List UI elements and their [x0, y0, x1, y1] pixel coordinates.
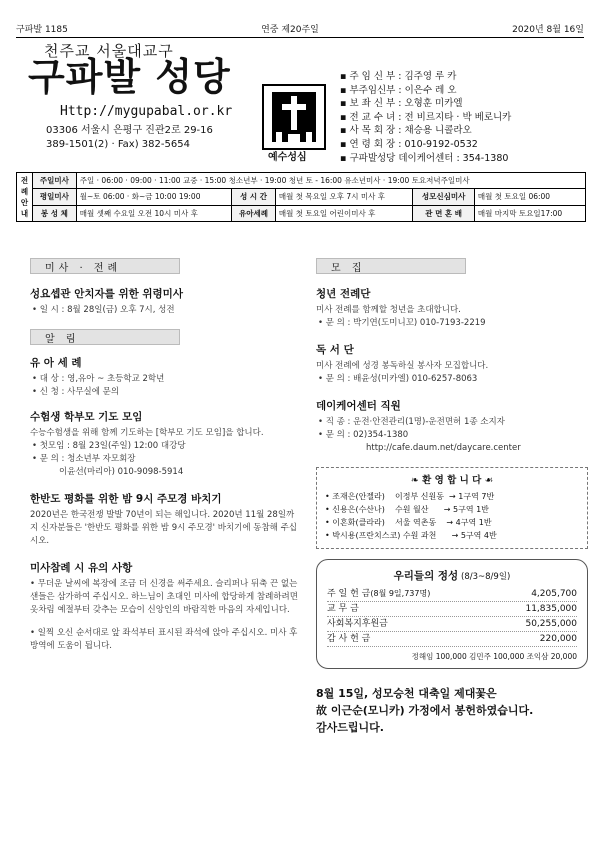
welcome-header: [325, 474, 579, 487]
logo-caption: 예수성심: [268, 152, 307, 163]
staff-item: ▪ 전 교 수 녀 : 전 비르지타 · 박 베로니카: [340, 111, 512, 123]
welcome-box: [316, 467, 588, 549]
mass-caution-text: • 무더운 날씨에 복장에 조금 더 신경을 써주세요. 슬리퍼나 뒤축 끈 없는 샌들은 삼가하여 주십시오. 하느님이 초대인 미사에 합당하게 참례하려면 옷차림 예절부터 갖추는 모습이 신앙인의 바람직한 마음의 자세입니다.: [30, 579, 298, 615]
peace-prayer-text: 2020년은 한국전쟁 발발 70년이 되는 해입니다. 2020년 11월 28일까지 신자분들은 '한반도 평화를 위한 밤 9시 주모경' 바치기에 동참해 주십시오.: [30, 510, 298, 546]
sacred-heart-logo: [262, 84, 326, 150]
schedule-value: 월~토 06:00 · 화~금 10:00 19:00: [76, 189, 231, 205]
mass-caution-text: • 일찍 오신 순서대로 앞 좌석부터 표시된 좌석에 앉아 주십시오. 미사 후 방역에 도움이 됩니다.: [30, 628, 298, 651]
offering-row: 감 사 헌 금 220,000: [327, 632, 577, 647]
schedule-value: 매월 첫 목요일 오후 7시 미사 후: [275, 189, 413, 205]
liturgical-season: 연중 제20주일: [261, 25, 319, 35]
bulletin-date: 2020년 8월 16일: [512, 25, 584, 35]
daycare-item: • 문 의 : 02)354-1380: [318, 430, 409, 440]
offering-row: 사회복지후원금 50,255,000: [327, 617, 577, 632]
schedule-value: 매월 첫 토요일 06:00: [474, 189, 585, 205]
parish-address: 03306 서울시 은평구 진관2로 29-16: [46, 125, 213, 136]
section-header-recruit: 모 집: [316, 258, 466, 274]
schedule-label: 관 면 혼 배: [413, 205, 474, 221]
right-column: [316, 258, 588, 736]
schedule-label: 유아세례: [232, 205, 276, 221]
daycare-staff-title: 데이케어센터 직원: [316, 400, 401, 412]
baptism-item: • 대 상 : 영,유아 ~ 초등학교 2학년: [32, 374, 165, 384]
schedule-label: 성모신심미사: [413, 189, 474, 205]
altar-flower-notice: 8월 15일, 성모승천 대축일 제대꽃은 故 이근순(모니카) 가정에서 봉헌하였습니다. 감사드립니다.: [316, 687, 534, 734]
schedule-label: 봉 성 체: [33, 205, 77, 221]
offering-title: 우리들의 정성: [393, 570, 459, 582]
schedule-label: 성 시 간: [232, 189, 276, 205]
reader-group-text: 미사 전례에 성경 봉독하실 봉사자 모집합니다.: [316, 361, 489, 371]
reader-group-title: 독 서 단: [316, 344, 354, 356]
schedule-label: 주일미사: [33, 173, 77, 189]
mass-item: • 일 시 : 8월 28일(금) 오후 7시, 성전: [32, 305, 175, 315]
mass-title: 성요셉관 안치자를 위한 위령미사: [30, 288, 183, 300]
table-row: [17, 189, 586, 205]
schedule-label: 평일미사: [33, 189, 77, 205]
schedule-value: 매월 마지막 토요일17:00: [474, 205, 585, 221]
welcome-item: • 신용은(수산나) 수원 월산 → 5구역 1반: [325, 505, 489, 514]
liturgy-schedule-table: [16, 172, 586, 222]
daycare-item: • 직 종 : 운전·안전관리(1명)-운전면허 1종 소지자: [318, 417, 505, 427]
issue-number: 구파발 1185: [16, 25, 68, 35]
sacred-heart-icon: [264, 86, 324, 148]
peace-prayer-title: 한반도 평화를 위한 밤 9시 주모경 바치기: [30, 493, 222, 505]
section-header-mass: 미사 · 전례: [30, 258, 180, 274]
diocese-name: 천주교 서울대교구: [44, 42, 174, 60]
offering-row: 교 무 금 11,835,000: [327, 602, 577, 617]
staff-item: ▪ 부주임신부 : 이은수 레 오: [340, 84, 457, 96]
exam-prayer-text: 수능수험생을 위해 함께 기도하는 [학부모 기도 모임]을 합니다.: [30, 428, 264, 438]
baptism-title: 유 아 세 례: [30, 357, 82, 369]
mass-caution-title: 미사참례 시 유의 사항: [30, 562, 133, 574]
section-header-notice: 알 림: [30, 329, 180, 345]
youth-liturgy-text: 미사 전례를 함께할 청년을 초대합니다.: [316, 305, 461, 315]
exam-prayer-item: • 문 의 : 청소년부 자모회장: [32, 454, 136, 464]
parish-phone: 389-1501(2) · Fax) 382-5654: [46, 139, 190, 150]
staff-item: ▪ 주 임 신 부 : 김주영 루 카: [340, 71, 457, 82]
baptism-item: • 신 청 : 사무실에 문의: [32, 387, 120, 397]
parish-contact: [46, 124, 213, 152]
welcome-item: • 박시용(프란치스코) 수원 과천 → 5구역 4반: [325, 531, 497, 540]
parish-url[interactable]: Http://mygupabal.or.kr: [60, 104, 233, 119]
staff-item: ▪ 연 령 회 장 : 010-9192-0532: [340, 138, 478, 150]
youth-liturgy-item: • 문 의 : 박기연(도미니꼬) 010-7193-2219: [318, 318, 486, 328]
exam-prayer-title: 수험생 학부모 기도 모임: [30, 411, 143, 423]
offering-header: [327, 568, 577, 583]
table-row: [17, 205, 586, 221]
daycare-link[interactable]: http://cafe.daum.net/daycare.center: [366, 443, 521, 453]
bulletin-header: [16, 22, 584, 38]
welcome-item: • 이혼화(클라라) 서울 역촌동 → 4구역 1반: [325, 518, 492, 527]
table-row: [17, 173, 586, 189]
schedule-value: 매월 첫 토요일 어린이미사 후: [275, 205, 413, 221]
staff-item: ▪ 보 좌 신 부 : 오형훈 미카엘: [340, 98, 463, 110]
flourish-icon: ☙: [481, 475, 494, 486]
left-column: [30, 258, 300, 653]
welcome-title: 환 영 합 니 다: [422, 475, 482, 486]
schedule-value: 매월 셋째 수요일 오전 10시 미사 후: [76, 205, 231, 221]
youth-liturgy-title: 청년 전례단: [316, 288, 371, 300]
reader-group-item: • 문 의 : 배윤성(미카엘) 010-6257-8063: [318, 374, 478, 384]
schedule-side-label: 전례안내: [17, 173, 33, 222]
exam-prayer-item: • 첫모임 : 8월 23일(주일) 12:00 대강당: [32, 441, 186, 451]
offering-box: [316, 559, 588, 669]
offering-period: (8/3~8/9일): [461, 572, 511, 582]
parish-name: 구파발 성당: [28, 55, 231, 99]
staff-item: ▪ 구파발성당 데이케어센터 : 354-1380: [340, 152, 509, 164]
welcome-item: • 조재은(안젤라) 이정부 신원동 → 1구역 7반: [325, 492, 495, 501]
offering-row: 주 일 헌 금(8월 9일,737명) 4,205,700: [327, 587, 577, 602]
offering-footnote: 정해임 100,000 김민주 100,000 조익삼 20,000: [411, 652, 577, 661]
exam-prayer-item: 이윤선(마리아) 010-9098-5914: [32, 467, 184, 477]
schedule-value: 주일 · 06:00 · 09:00 · 11:00 교중 · 15:00 청소년부 · 19:00 청년 토 - 16:00 유소년미사 · 19:00 토요저녁주일미사: [76, 173, 585, 189]
staff-item: ▪ 사 목 회 장 : 채승용 니콜라오: [340, 125, 472, 137]
staff-list: [340, 70, 511, 165]
flourish-icon: ❧: [410, 475, 423, 486]
